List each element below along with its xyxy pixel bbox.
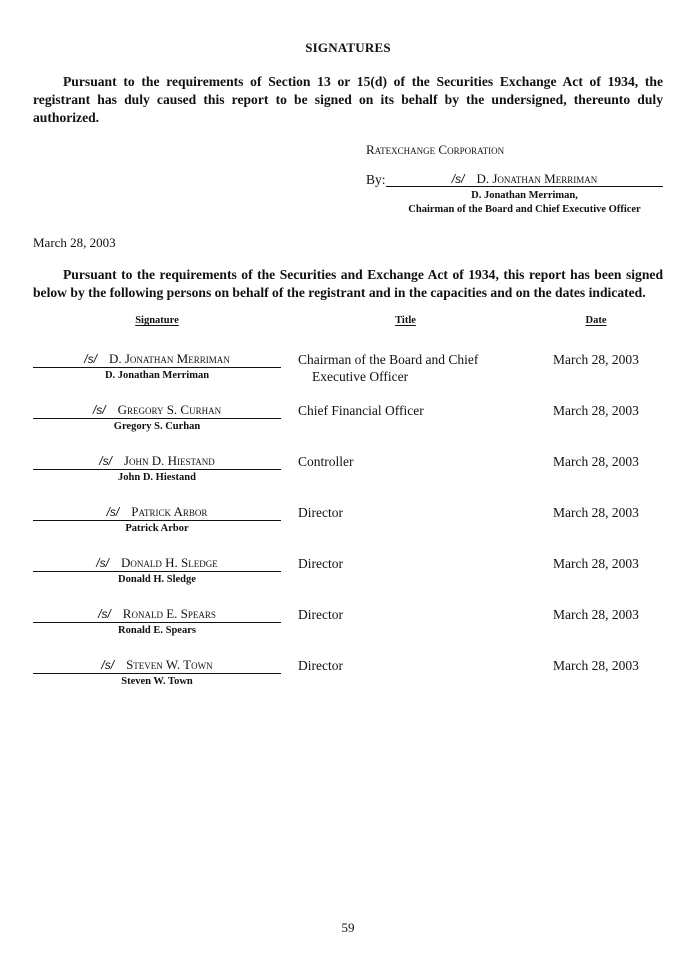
signature-line — [33, 673, 281, 674]
title-line-1: Controller — [298, 454, 354, 469]
table-row — [0, 504, 696, 554]
date-cell: March 28, 2003 — [553, 658, 639, 673]
authorization-paragraph: Pursuant to the requirements of Section 13 or 15(d) of the Securities Exchange Act of 1934, the registrant has duly caused this report to be signed on its behalf by the undersigned, thereunto duly authorized. — [33, 74, 663, 125]
signer-printed-name: D. Jonathan Merriman, — [471, 190, 578, 201]
printed-name: Steven W. Town — [121, 676, 193, 687]
date-cell: March 28, 2003 — [553, 556, 639, 571]
signature-name: D. Jonathan Merriman — [476, 171, 598, 186]
report-date: March 28, 2003 — [33, 235, 116, 250]
signature-mark: /s/ — [106, 505, 120, 519]
table-row — [0, 555, 696, 605]
title-line-1: Director — [298, 607, 343, 622]
title-cell — [298, 555, 518, 572]
table-row — [0, 606, 696, 656]
printed-name: Donald H. Sledge — [118, 574, 196, 585]
printed-name: Ronald E. Spears — [118, 625, 196, 636]
signature-name: Gregory S. Curhan — [117, 402, 222, 417]
signature-mark: /s/ — [96, 556, 109, 570]
capacities-paragraph: Pursuant to the requirements of the Securities and Exchange Act of 1934, this report has been signed below by the following persons on behalf of the registrant and in the capacities and on the dates indicated. — [33, 267, 663, 300]
signature-name: Ronald E. Spears — [122, 606, 216, 621]
signature-name: John D. Hiestand — [123, 453, 215, 468]
signature-name: Donald H. Sledge — [120, 555, 218, 570]
date-cell: March 28, 2003 — [553, 607, 639, 622]
page-number: 59 — [341, 920, 355, 935]
title-cell — [298, 402, 518, 419]
signature-line — [33, 622, 281, 623]
title-cell — [298, 504, 518, 521]
table-row — [0, 657, 696, 707]
title-line-1: Director — [298, 658, 343, 673]
printed-name: Patrick Arbor — [125, 523, 189, 534]
title-cell — [298, 453, 518, 470]
signature-name: D. Jonathan Merriman — [108, 351, 230, 366]
signature-cell — [33, 453, 281, 469]
signature-cell — [33, 555, 281, 571]
date-cell: March 28, 2003 — [553, 505, 639, 520]
signature-mark: /s/ — [92, 403, 106, 417]
column-header-date: Date — [585, 315, 607, 326]
signatures-heading: SIGNATURES — [305, 40, 391, 55]
company-name: Ratexchange Corporation — [366, 142, 505, 157]
signature-mark: /s/ — [84, 352, 97, 366]
title-cell — [298, 657, 518, 674]
printed-name: Gregory S. Curhan — [113, 421, 201, 432]
title-line-1: Director — [298, 556, 343, 571]
date-cell: March 28, 2003 — [553, 454, 639, 469]
signature-line — [33, 418, 281, 419]
signature-mark: /s/ — [451, 172, 465, 186]
table-row — [0, 453, 696, 503]
title-line-2: Executive Officer — [312, 369, 409, 384]
signer-printed-title: Chairman of the Board and Chief Executive Officer — [408, 204, 641, 215]
by-label: By: — [366, 172, 386, 187]
signature-mark: /s/ — [99, 454, 112, 468]
signature-line — [33, 520, 281, 521]
signature-mark: /s/ — [101, 658, 115, 672]
title-line-1: Chairman of the Board and Chief — [298, 352, 479, 367]
by-signature — [386, 171, 663, 187]
signature-name: Steven W. Town — [126, 657, 213, 672]
title-line-1: Chief Financial Officer — [298, 403, 424, 418]
title-cell — [298, 351, 518, 385]
signature-cell — [33, 657, 281, 673]
signature-cell — [33, 504, 281, 520]
signature-name: Patrick Arbor — [131, 504, 208, 519]
signature-cell — [33, 402, 281, 418]
date-cell: March 28, 2003 — [553, 352, 639, 367]
printed-name: John D. Hiestand — [118, 472, 196, 483]
signature-line — [33, 571, 281, 572]
signature-mark: /s/ — [98, 607, 111, 621]
table-row — [0, 402, 696, 452]
signature-line — [33, 469, 281, 470]
title-cell — [298, 606, 518, 623]
signature-cell — [33, 606, 281, 622]
printed-name: D. Jonathan Merriman — [104, 370, 210, 381]
column-header-signature: Signature — [135, 315, 179, 326]
signature-cell — [33, 351, 281, 367]
column-header-title: Title — [395, 315, 416, 326]
signature-line — [33, 367, 281, 368]
table-row — [0, 351, 696, 401]
date-cell: March 28, 2003 — [553, 403, 639, 418]
title-line-1: Director — [298, 505, 343, 520]
